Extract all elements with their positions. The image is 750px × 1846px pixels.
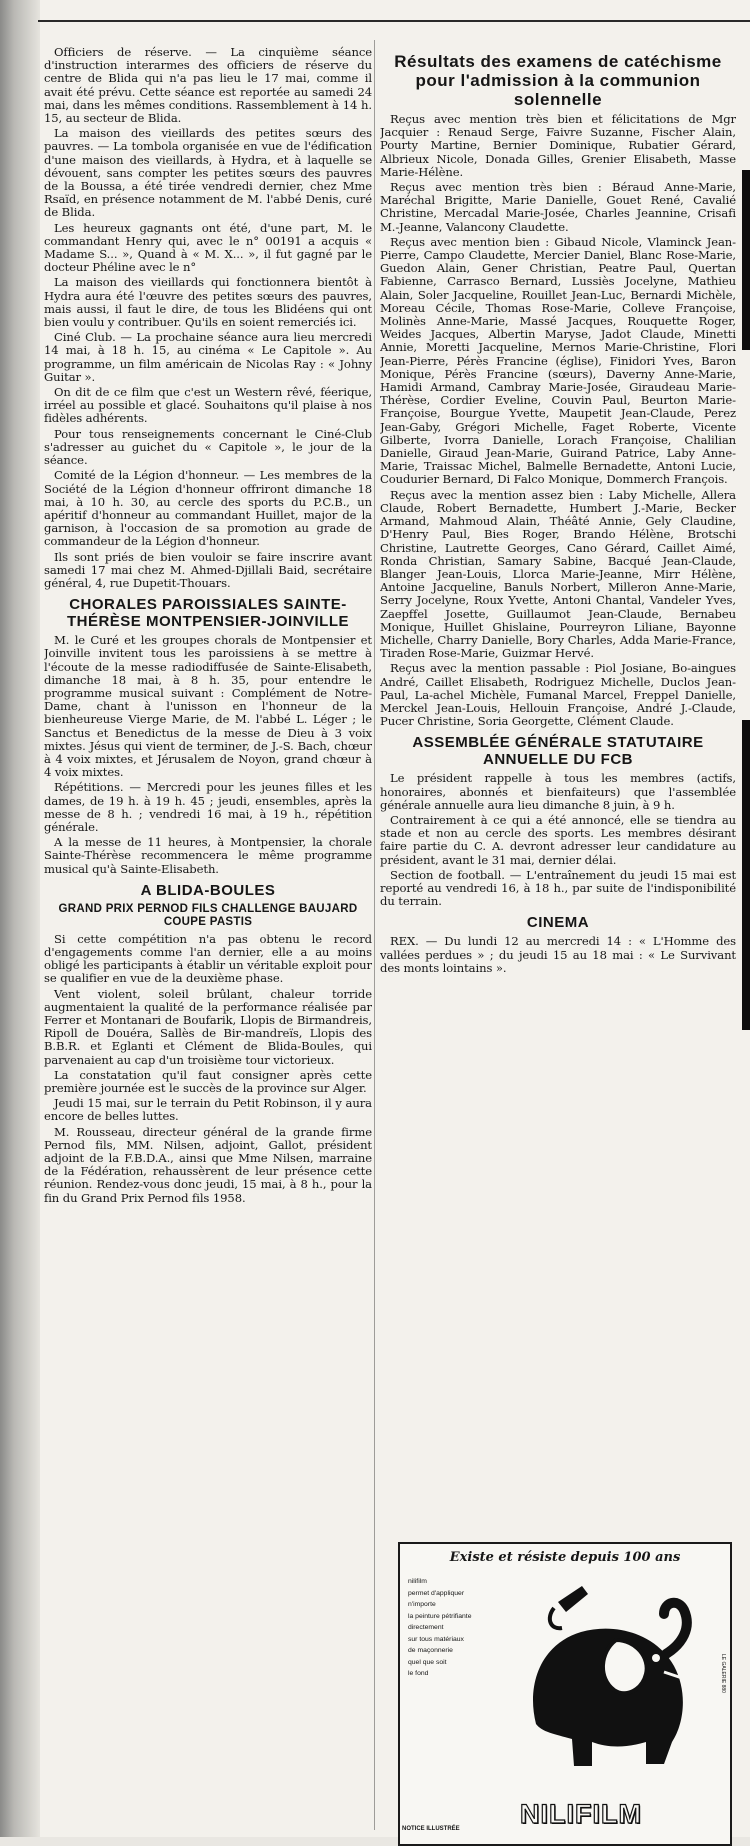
list-assez-bien: Reçus avec la mention assez bien : Laby Michelle, Allera Claude, Robert Bernadette, Humbert J.-Marie, Becker Armand, Mahmoud Alain, Théâté Annie, Gely Claudine, D'Henry Paul, Bies Roger, Brando Hélène, Brotschi Christine, Lautrette Georges, Cano Gérard, Caillet Aimé, Ronda Christian, Samary Sabine, Bacqué Jean-Claude, Blanger Jean-Louis, Llorca Marie-Jeanne, Mirr Hélène, Antoine Jacqueline, Banuls Norbert, Milleron Anne-Marie, Serry Jocelyne, Roux Yvette, Antoni Chantal, Vandeler Yves, Zaepffel Josette, Guillaumot Jean-Claude, Bernabeu Monique, Huillet Ghislaine, Pourreyron Liliane, Bayonne Michelle, Charry Danielle, Bory Charles, Adda Marie-France, Tiraden Rose-Marie, Guizmar Hervé.	[380, 487, 736, 661]
heading-assemblee-fcb: ASSEMBLÉE GÉNÉRALE STATUTAIRE ANNUELLE DU FCB	[412, 734, 704, 769]
list-tres-bien-felicitations: Reçus avec mention très bien et félicitations de Mgr Jacquier : Renaud Serge, Faivre Suzanne, Fischer Alain, Pourty Martine, Bernier Dominique, Rubatier Gérard, Albrieux Nicole, Donada Gilles, Grenier Elisabeth, Masse Marie-Hélène.	[380, 112, 736, 179]
column-divider	[374, 40, 375, 1830]
ad-copy-line: permet d'appliquer	[408, 1589, 465, 1597]
heading-blida-boules: A BLIDA-BOULES	[140, 881, 276, 899]
article-section-football: Section de football. — L'entraînement du jeudi 15 mai est reporté au vendredi 16, à 18 h., par suite de l'indisponibilité du terrain.	[380, 867, 736, 909]
ad-copy-line: nilifilm	[408, 1578, 427, 1585]
ad-notice: NOTICE ILLUSTRÉE	[402, 1826, 460, 1832]
adjacent-page-fragment	[742, 720, 750, 1030]
article-cine-club-film: On dit de ce film que c'est un Western rêvé, féerique, irréel au possible et glacé. Souhaitons qu'il plaise à nos fidèles adhérents.	[44, 385, 372, 426]
article-officiers-reserve: Officiers de réserve. — La cinquième séance d'instruction interarmes des officiers de réserve du centre de Blida qui n'a pas lieu le 17 mai, comme il avait été prévu. Cette séance est reportée au samedi 24 mai, dans les mêmes conditions. Rassemblement à 14 h. 15, au secteur de Blida.	[44, 46, 372, 126]
ad-slogan: Existe et résiste depuis 100 ans	[449, 1550, 681, 1565]
nilifilm-advertisement	[398, 1542, 732, 1846]
article-boules-constatation: La constatation qu'il faut consigner après cette première journée est le succès de la province sur Alger.	[44, 1067, 372, 1096]
adjacent-page-fragment	[742, 170, 750, 350]
top-rule	[38, 20, 750, 22]
article-chorales-repetitions: Répétitions. — Mercredi pour les jeunes filles et les dames, de 19 h. à 19 h. 45 ; jeudi, ensembles, après la messe de 8 h. ; vendredi 16 mai, à 19 h., répétition générale.	[44, 780, 372, 834]
article-boules-rousseau: M. Rousseau, directeur général de la grande firme Pernod fils, MM. Nilsen, adjoint, Gallot, président adjoint de la F.B.D.A., ainsi que Mme Nilsen, marraine de la Fédération, rehaussèrent de leur présence cette réunion. Rendez-vous donc jeudi, 15 mai, à 8 h., pour la fin du Grand Prix Pernod fils 1958.	[44, 1124, 372, 1205]
article-gagnants: Les heureux gagnants ont été, d'une part, M. le commandant Henry qui, avec le n° 00191 a acquis « Madame S... », Quand à « M. X... », il fut gagné par le docteur Phéline avec le n°	[44, 220, 372, 275]
article-assemblee-date: Le président rappelle à tous les membres (actifs, honoraires, abonnés et bienfaiteurs) que l'assemblée générale annuelle aura lieu dimanche 8 juin, à 9 h.	[380, 771, 736, 812]
ad-copy-line: la peinture pétrifiante	[408, 1612, 472, 1620]
ad-credit: LE GALERIE 880	[720, 1654, 726, 1693]
ad-brand-logo: NILIFILM	[520, 1799, 642, 1829]
article-cine-club: Ciné Club. — La prochaine séance aura lieu mercredi 14 mai, à 18 h. 15, au cinéma « Le Capitole ». Au programme, un film américain de Nicolas Ray : « Johny Guitar ».	[44, 330, 372, 384]
ad-copy-line: directement	[408, 1624, 444, 1631]
left-column	[44, 46, 372, 1836]
list-bien: Reçus avec mention bien : Gibaud Nicole, Vlaminck Jean-Pierre, Campo Claudette, Mercier Daniel, Blanc Rose-Marie, Guedon Alain, Gener Christian, Peatre Paul, Quertan Fabienne, Carrasco Bernard, Lussiès Jocelyne, Mathieu Alain, Soler Jacqueline, Rouillet Jean-Luc, Bernardi Michèle, Moreau Cécile, Thomas Rose-Marie, Colleve Françoise, Molinès Anne-Marie, Massé Jacques, Rouquette Roger, Weides Jacques, Albertin Maryse, Jadot Claude, Minetti Annie, Moretti Jacqueline, Mernos Marie-Christine, Flori Jean-Pierre, Pérès Francine (église), Finidori Yves, Baron Monique, Pérès Francine (sœurs), Daverny Anne-Marie, Hamidi Armand, Cambray Marie-Josée, Giraudeau Marie-Thérèse, Cordier Eveline, Couvin Paul, Beurton Marie-Françoise, Bourgue Yvette, Maupetit Jean-Claude, Perez Jean-Gaby, Grégori Michelle, Faget Roberte, Vicente Gilberte, Ivorra Danielle, Lorach Françoise, Chalilian Danielle, Giraud Jean-Marie, Guirand Patrice, Laby Anne-Marie, Traissac Michel, Balmelle Bernadette, Antoni Lucie, Coudurier Bernard, Di Falco Monique, Dommerch François.	[380, 234, 736, 487]
heading-chorales: CHORALES PAROISSIALES SAINTE-THÉRÈSE MONTPENSIER-JOINVILLE	[66, 596, 350, 631]
heading-resultats-catechisme: Résultats des examens de catéchisme pour l'admission à la communion solennelle	[394, 52, 722, 109]
ad-copy-line: le fond	[408, 1670, 429, 1677]
ad-copy-line: n'importe	[408, 1601, 436, 1608]
ad-copy	[408, 1576, 498, 1680]
list-passable: Reçus avec la mention passable : Piol Josiane, Bo-aingues André, Caillet Elisabeth, Rodriguez Michelle, Duclos Jean-Paul, La-achel Michèle, Fumanal Marcel, Freppel Danielle, Merckel Jean-Louis, Hellouin Françoise, André J.-Claude, Pucer Christine, Soria Georgette, Clément Claude.	[380, 661, 736, 729]
article-legion-honneur: Comité de la Légion d'honneur. — Les membres de la Société de la Légion d'honneur offriront dimanche 18 mai, à 10 h. 30, au cercle des sports du P.C.B., un apéritif d'honneur au commandant Huillet, major de la garnison, à l'occasion de sa promotion au grade de commandeur de la Légion d'honneur.	[44, 468, 372, 549]
article-chorales-montpensier: A la messe de 11 heures, à Montpensier, la chorale Sainte-Thérèse recommencera le même programme musical qu'à Sainte-Elisabeth.	[44, 835, 372, 876]
heading-cinema: CINEMA	[526, 914, 590, 932]
article-cinema-rex: REX. — Du lundi 12 au mercredi 14 : « L'Homme des vallées perdues » ; du jeudi 15 au 18 mai : « Le Survivant des monts lointains ».	[380, 934, 736, 975]
article-boules-performance: Vent violent, soleil brûlant, chaleur torride augmentaient la qualité de la performance réalisée par Ferrer et Montanari de Boufarik, Llopis de Birmandreis, Ripoll de Douéra, Sallès de Bir-mandreïs, Llopis des B.B.R. et Eglanti et Clément de Blida-Boules, qui parvenaient au cap d'un troisième tour victorieux.	[44, 986, 372, 1067]
scan-binding-shadow	[0, 0, 40, 1837]
article-maison-hydra: La maison des vieillards qui fonctionnera bientôt à Hydra aura été l'œuvre des petites sœurs des pauvres, mais aussi, il faut le dire, de tous les Blidéens qui ont bien voulu y contribuer. Qu'ils en soient remerciés ici.	[44, 275, 372, 330]
ad-copy-line: quel que soit	[408, 1658, 447, 1666]
ad-copy-line: de maçonnerie	[408, 1647, 453, 1654]
article-boules-jeudi: Jeudi 15 mai, sur le terrain du Petit Robinson, il y aura encore de belles luttes.	[44, 1096, 372, 1124]
subheading-grand-prix: GRAND PRIX PERNOD FILS CHALLENGE BAUJARD COUPE PASTIS	[58, 902, 358, 928]
article-chorales-programme: M. le Curé et les groupes chorals de Montpensier et Joinville invitent tous les paroissiens à se mettre à l'écoute de la messe radiodiffusée de Sainte-Elisabeth, dimanche 18 mai, à 8 h. 35, pour entendre le programme musical suivant : Complément de Notre-Dame, chant à l'unisson en l'honneur de la bienheureuse Vierge Marie, de M. l'abbé L. Léger ; le Sanctus et Benedictus de la messe de Dieu à 3 voix mixtes. Jésus qui vient de terminer, de J.-S. Bach, chœur à 4 voix mixtes, et Jérusalem de Noyon, grand chœur à 4 voix mixtes.	[44, 633, 372, 780]
article-boules-competition: Si cette compétition n'a pas obtenu le record d'engagements comme l'an dernier, elle a au moins obligé les participants à établir un véritable exploit pour se qualifier en vue de la deuxième phase.	[44, 931, 372, 986]
article-cine-club-info: Pour tous renseignements concernant le Ciné-Club s'adresser au guichet du « Capitole », le jour de la séance.	[44, 426, 372, 468]
ad-copy-line: sur tous matériaux	[408, 1635, 464, 1643]
article-legion-inscription: Ils sont priés de bien vouloir se faire inscrire avant samedi 17 mai chez M. Ahmed-Djillali Baid, secrétaire général, 4, rue Dupetit-Thouars.	[44, 549, 372, 590]
list-tres-bien: Reçus avec mention très bien : Béraud Anne-Marie, Maréchal Brigitte, Marie Danielle, Gouet René, Cavalié Christine, Mercadal Marie-Josée, Charles Jeannine, Crisafi M.-Jeanne, Valancony Claudette.	[380, 180, 736, 234]
elephant-illustration	[496, 1574, 706, 1784]
article-assemblee-lieu: Contrairement à ce qui a été annoncé, elle se tiendra au stade et non au cercle des sports. Les membres désirant faire partie du C. A. devront adresser leur candidature au président, avant le 31 mai, dernier délai.	[380, 812, 736, 867]
article-maison-vieillards: La maison des vieillards des petites sœurs des pauvres. — La tombola organisée en vue de l'édification d'une maison des vieillards, à Hydra, et à laquelle se dévouent, sans compter les petites sœurs des pauvres de la Boussa, a été tirée vendredi dernier, chez Mme Rsaïd, en présence notamment de M. l'abbé Denis, curé de Blida.	[44, 126, 372, 220]
